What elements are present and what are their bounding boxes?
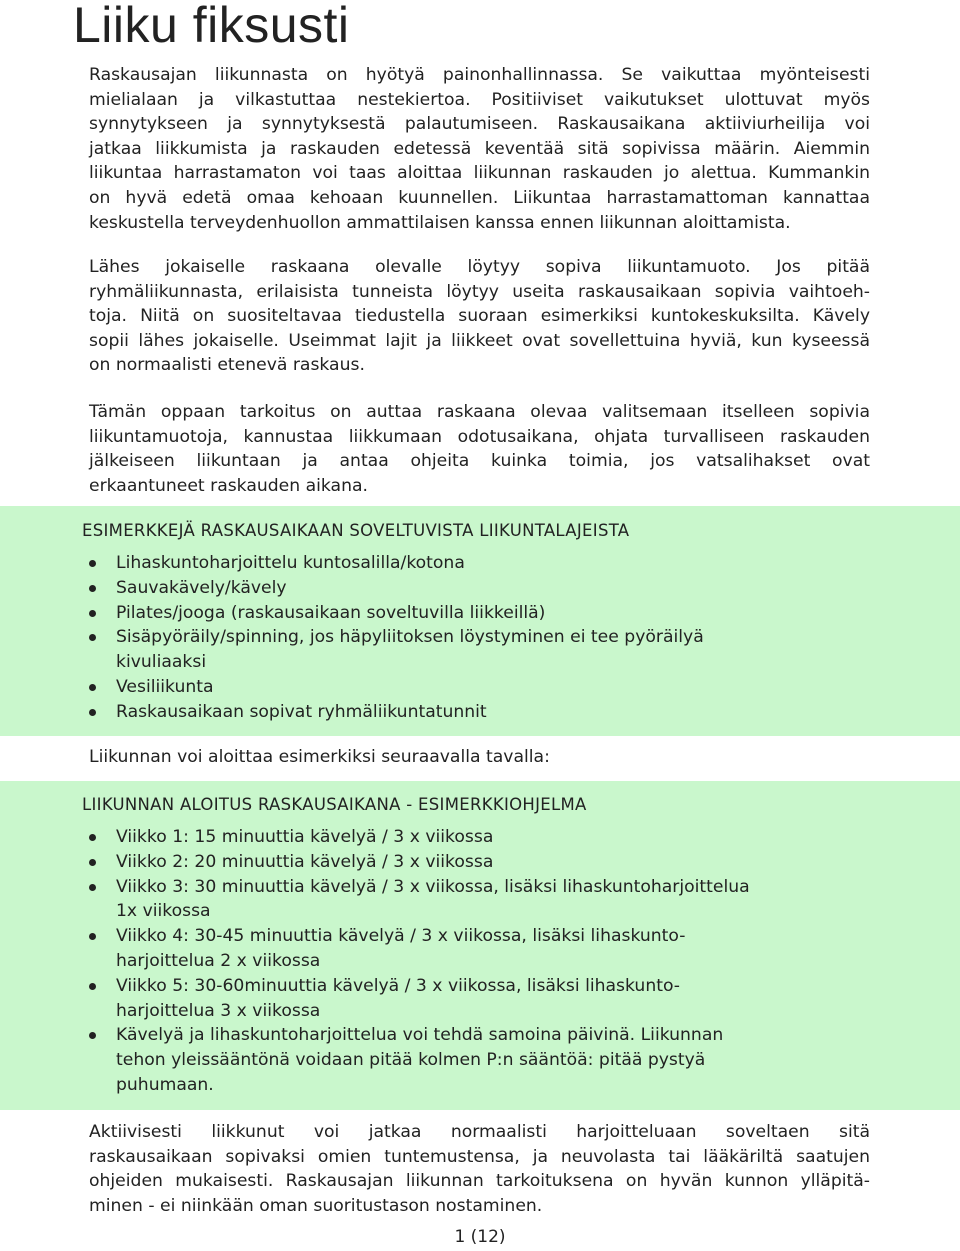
paragraph-line: synnytykseen ja synnytyksestä palautumiseen. Raskausaikana aktiiviurheilija voi	[89, 114, 870, 135]
bullet-icon	[89, 884, 96, 891]
list-item-line: Raskausaikaan sopivat ryhmäliikuntatunnit	[116, 701, 487, 722]
bullet-icon	[89, 684, 96, 691]
page-title: Liiku fiksusti	[73, 0, 350, 53]
list-item-line: Pilates/jooga (raskausaikaan soveltuvilla liikkeillä)	[116, 602, 546, 623]
paragraph-line: jälkeiseen liikuntaan ja antaa ohjeita kuinka toimia, jos vatsalihakset ovat	[89, 451, 870, 472]
list-item-line: Sisäpyöräily/spinning, jos häpyliitoksen löystyminen ei tee pyöräilyä	[116, 627, 704, 648]
list-item	[89, 974, 849, 1024]
list-item-line: harjoittelua 2 x viikossa	[116, 950, 321, 971]
list-item	[89, 825, 849, 850]
list-item-line: Kävelyä ja lihaskuntoharjoittelua voi tehdä samoina päivinä. Liikunnan	[116, 1025, 724, 1046]
bullet-icon	[89, 983, 96, 990]
example-program-list	[89, 825, 849, 1098]
list-item	[89, 850, 849, 875]
list-item	[89, 675, 849, 700]
paragraph-line: Tämän oppaan tarkoitus on auttaa raskaana olevaa valitsemaan itselleen sopivia	[89, 402, 870, 422]
paragraph-line: liikuntaa harrastamaton voi taas aloittaa liikunnan raskauden jo alettua. Kummankin	[89, 163, 870, 184]
bullet-icon	[89, 834, 96, 841]
bullet-icon	[89, 859, 96, 866]
bullet-icon	[89, 560, 96, 567]
paragraph-line: sopii lähes jokaiselle. Useimmat lajit ja liikkeet ovat sovellettuina hyviä, kun kyseessä	[89, 330, 870, 351]
list-item	[89, 551, 849, 576]
paragraph-line: Aktiivisesti liikkunut voi jatkaa normaalisti harjoitteluaan soveltaen sitä	[89, 1122, 870, 1142]
paragraph-line: Liikunnan voi aloittaa esimerkiksi seuraavalla tavalla:	[89, 747, 550, 767]
closing-paragraph	[89, 1120, 870, 1218]
list-item	[89, 576, 849, 601]
list-item-line: Viikko 1: 15 minuuttia kävelyä / 3 x viikossa	[116, 827, 494, 847]
paragraph-line: liikuntamuotoja, kannustaa liikkumaan odotusaikana, ohjata turvalliseen raskauden	[89, 426, 870, 447]
bullet-icon	[89, 1032, 96, 1039]
bullet-icon	[89, 634, 96, 641]
list-item-line: Lihaskuntoharjoittelu kuntosalilla/kotona	[116, 553, 465, 573]
paragraph-line: ryhmäliikunnasta, erilaisista tunneista löytyy useita raskausaikaan sopivia vaihtoeh-	[89, 281, 870, 302]
list-item-line: 1x viikossa	[116, 901, 211, 922]
activity-paragraph	[89, 255, 870, 378]
paragraph-line: mielialaan ja vilkastuttaa nestekiertoa. Positiiviset vaikutukset ulottuvat myös	[89, 89, 870, 110]
sports-examples-heading: ESIMERKKEJÄ RASKAUSAIKAAN SOVELTUVISTA LIIKUNTALAJEISTA	[82, 521, 630, 540]
guide-purpose-paragraph	[89, 400, 870, 498]
paragraph-line: erkaantuneet raskauden aikana.	[89, 475, 368, 496]
paragraph-line: Lähes jokaiselle raskaana olevalle löytyy sopiva liikuntamuoto. Jos pitää	[89, 257, 870, 277]
intro-paragraph	[89, 63, 870, 235]
bullet-icon	[89, 933, 96, 940]
list-item-line: Viikko 5: 30-60minuuttia kävelyä / 3 x viikossa, lisäksi lihaskunto-	[116, 975, 680, 996]
list-item	[89, 601, 849, 626]
list-item	[89, 875, 849, 925]
list-item-line: Viikko 3: 30 minuuttia kävelyä / 3 x viikossa, lisäksi lihaskuntoharjoittelua	[116, 876, 750, 897]
list-item	[89, 625, 849, 675]
list-item	[89, 924, 849, 974]
paragraph-line: on normaalisti etenevä raskaus.	[89, 355, 365, 376]
bullet-icon	[89, 610, 96, 617]
list-item	[89, 1023, 849, 1097]
paragraph-line: jatkaa liikkumista ja raskauden edetessä keventää sitä sopivissa määrin. Aiemmin	[89, 138, 870, 159]
sports-examples-list	[89, 551, 849, 725]
list-item-line: kivuliaaksi	[116, 652, 207, 673]
list-item-line: harjoittelua 3 x viikossa	[116, 1000, 321, 1021]
list-item-line: Vesiliikunta	[116, 676, 214, 697]
example-program-box	[0, 781, 960, 1110]
paragraph-line: toja. Niitä on suositeltavaa tiedustella suoraan esimerkiksi kuntokeskuksilta. Kävely	[89, 306, 870, 327]
paragraph-line: on hyvä edetä omaa kehoaan kuunnellen. Liikuntaa harrastamattoman kannattaa	[89, 187, 870, 208]
list-item	[89, 700, 849, 725]
paragraph-line: Raskausajan liikunnasta on hyötyä painonhallinnassa. Se vaikuttaa myönteisesti	[89, 65, 870, 85]
paragraph-line: raskausaikaan sopivaksi omien tuntemustensa, ja neuvolasta tai lääkäriltä saatujen	[89, 1146, 870, 1167]
paragraph-line: keskustella terveydenhuollon ammattilaisen kanssa ennen liikunnan aloittamista.	[89, 212, 791, 233]
paragraph-line: minen - ei niinkään oman suoritustason nostaminen.	[89, 1195, 543, 1216]
list-item-line: Viikko 2: 20 minuuttia kävelyä / 3 x viikossa	[116, 851, 494, 872]
paragraph-line: ohjeiden mukaisesti. Raskausajan liikunnan tarkoituksena on hyvän kunnon ylläpitä-	[89, 1171, 870, 1192]
sports-examples-box	[0, 506, 960, 736]
list-item-line: Sauvakävely/kävely	[116, 577, 287, 598]
bullet-icon	[89, 585, 96, 592]
list-item-line: puhumaan.	[116, 1074, 214, 1095]
example-program-heading: LIIKUNNAN ALOITUS RASKAUSAIKANA - ESIMERKKIOHJELMA	[82, 795, 587, 814]
page-number: 1 (12)	[454, 1227, 506, 1247]
bullet-icon	[89, 709, 96, 716]
list-item-line: tehon yleissääntönä voidaan pitää kolmen P:n sääntöä: pitää pystyä	[116, 1050, 706, 1071]
list-item-line: Viikko 4: 30-45 minuuttia kävelyä / 3 x viikossa, lisäksi lihaskunto-	[116, 926, 686, 947]
start-intro-paragraph	[89, 745, 870, 770]
